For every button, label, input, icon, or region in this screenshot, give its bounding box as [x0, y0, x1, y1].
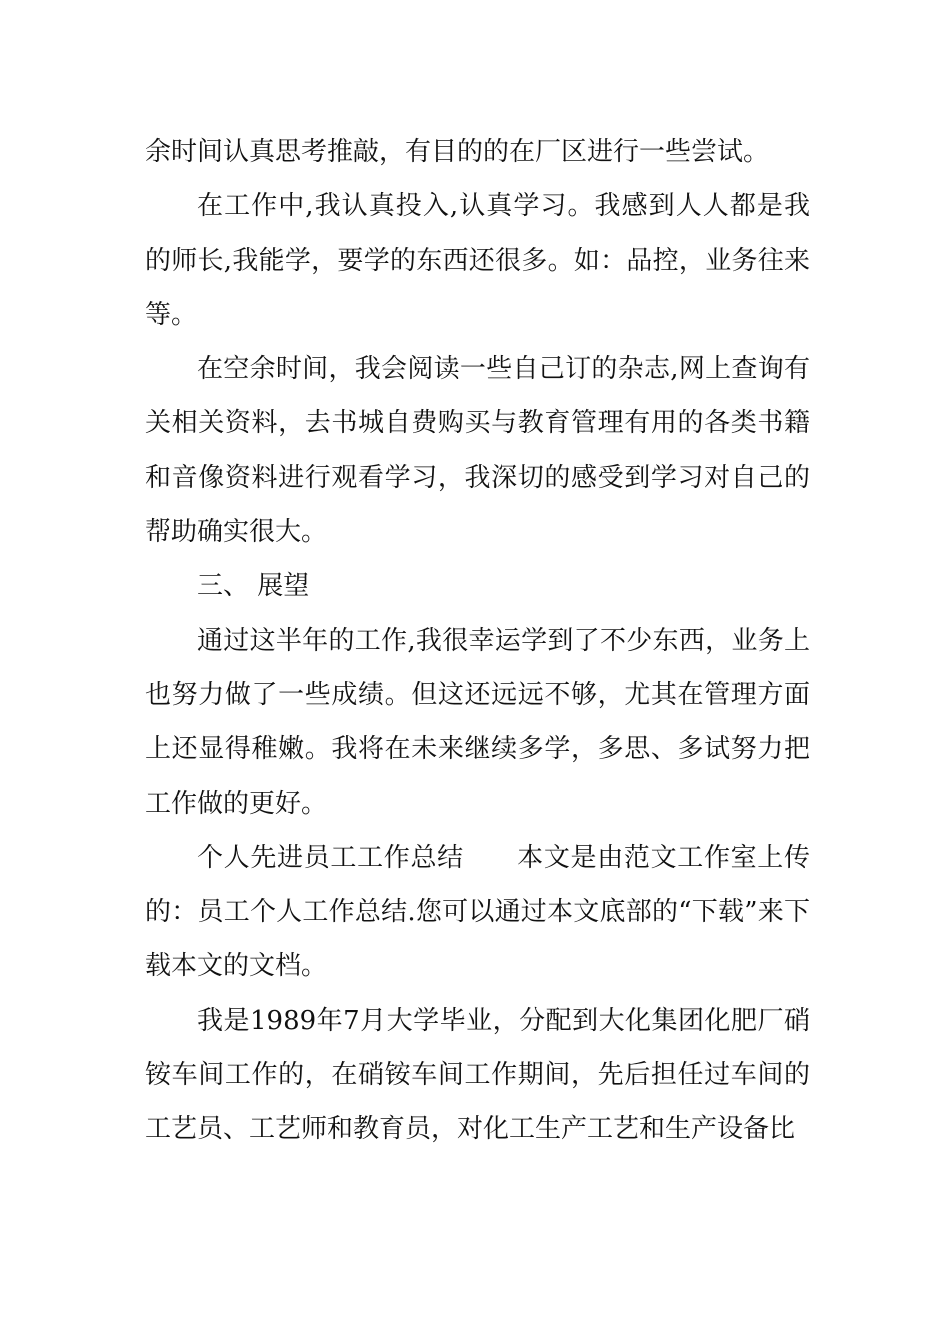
document-body [145, 125, 810, 1157]
paragraph-study-at-work: 在工作中,我认真投入,认真学习。我感到人人都是我的师长,我能学，要学的东西还很多。如：品控，业务往来等。 [145, 191, 810, 330]
paragraph-outlook: 通过这半年的工作,我很幸运学到了不少东西，业务上也努力做了一些成绩。但这还远远不够，尤其在管理方面上还显得稚嫩。我将在未来继续多学，多思、多试努力把工作做的更好。 [145, 625, 810, 819]
paragraph-career-history: 我是1989年7月大学毕业，分配到大化集团化肥厂硝铵车间工作的，在硝铵车间工作期间，先后担任过车间的工艺员、工艺师和教育员，对化工生产工艺和生产设备比 [145, 1005, 810, 1145]
section-heading-outlook: 三、 展望 [197, 571, 310, 602]
paragraph-spare-time-study: 在空余时间，我会阅读一些自己订的杂志,网上查询有关相关资料，去书城自费购买与教育管理有用的各类书籍和音像资料进行观看学习，我深切的感受到学习对自己的帮助确实很大。 [145, 354, 810, 548]
paragraph-source-note: 个人先进员工工作总结 本文是由范文工作室上传的：员工个人工作总结.您可以通过本文底部的“下载”来下载本文的文档。 [145, 842, 810, 982]
paragraph-continuation: 余时间认真思考推敲，有目的的在厂区进行一些尝试。 [145, 137, 770, 167]
